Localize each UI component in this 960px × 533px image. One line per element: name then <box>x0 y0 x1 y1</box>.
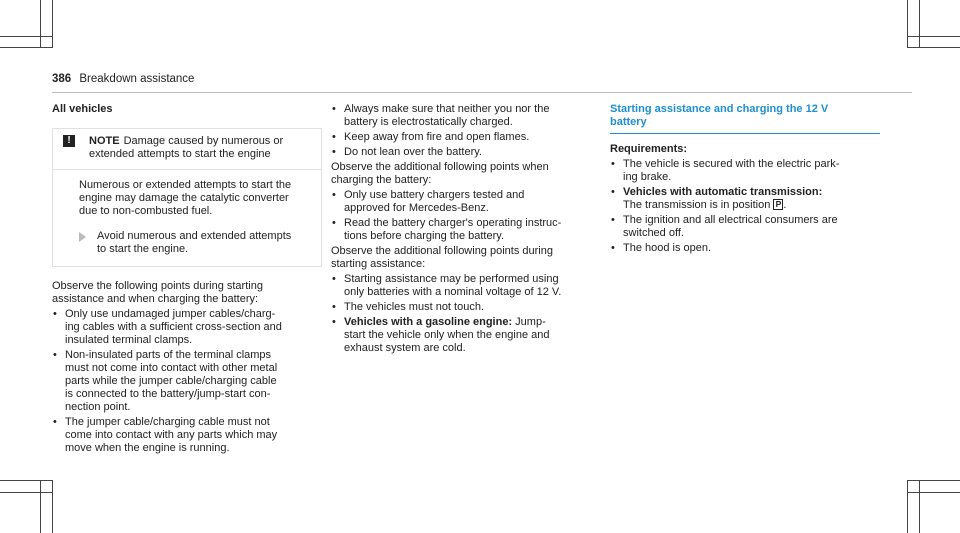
note-header-text <box>89 135 283 161</box>
crop-mark <box>908 492 960 493</box>
bold-label: Vehicles with automatic transmission: <box>623 186 823 198</box>
list-item <box>331 146 601 159</box>
crop-mark <box>40 480 41 533</box>
crop-mark <box>0 36 52 37</box>
list-item <box>52 349 322 414</box>
text-line: Observe the additional following points during <box>331 245 553 257</box>
text-line: The hood is open. <box>623 242 712 254</box>
text-line: Only use battery chargers tested and <box>344 189 525 201</box>
list-item <box>52 308 322 347</box>
note-head-line: extended attempts to start the engine <box>89 148 271 160</box>
crop-mark <box>52 0 53 48</box>
text-line: Non-insulated parts of the terminal clamps <box>65 349 272 361</box>
list-item <box>331 217 601 243</box>
text-line: assistance and when charging the battery: <box>52 293 259 305</box>
text-line: ing brake. <box>623 171 672 183</box>
list-item <box>52 416 322 455</box>
text-line: Only use undamaged jumper cables/charg- <box>65 308 276 320</box>
list-item <box>331 189 601 215</box>
crop-mark <box>52 480 53 533</box>
crop-mark <box>0 492 52 493</box>
crop-mark <box>40 0 41 48</box>
text-line: The jumper cable/charging cable must not <box>65 416 270 428</box>
text-line: insulated terminal clamps. <box>65 334 193 346</box>
crop-mark <box>919 0 920 48</box>
action-arrow-icon <box>79 232 86 242</box>
note-body-line: engine may damage the catalytic converter <box>79 192 289 204</box>
note-action <box>53 218 321 266</box>
text-line: charging the battery: <box>331 174 432 186</box>
text-line: move when the engine is running. <box>65 442 230 454</box>
crop-mark <box>908 36 960 37</box>
bullet-list <box>331 103 601 159</box>
text-line: The vehicle is secured with the electric park- <box>623 158 840 170</box>
paragraph <box>331 161 601 187</box>
note-body-line: Numerous or extended attempts to start the <box>79 179 292 191</box>
note-head-line: Damage caused by numerous or <box>123 135 284 147</box>
list-item <box>610 214 880 240</box>
text-line: start the vehicle only when the engine and <box>344 329 550 341</box>
text-line: Jump- <box>512 316 546 328</box>
text-line: Do not lean over the battery. <box>344 146 482 158</box>
bullet-list <box>331 273 601 355</box>
note-body <box>53 170 321 218</box>
page-title: Breakdown assistance <box>79 73 195 85</box>
crop-mark <box>919 480 920 533</box>
text-line: nection point. <box>65 401 131 413</box>
list-item <box>610 242 880 255</box>
text-line: ing cables with a sufficient cross-section and <box>65 321 282 333</box>
text-line: tions before charging the battery. <box>344 230 505 242</box>
note-action-text <box>97 230 291 256</box>
text-line: . <box>783 199 787 211</box>
heading-line: battery <box>610 116 647 128</box>
requirements-label: Requirements: <box>610 143 688 155</box>
text-line: The transmission is in position <box>623 199 771 211</box>
crop-mark <box>0 480 52 481</box>
text-line: Starting assistance may be performed using <box>344 273 559 285</box>
text-line: parts while the jumper cable/charging cable <box>65 375 277 387</box>
paragraph <box>331 245 601 271</box>
text-line: approved for Mercedes-Benz. <box>344 202 489 214</box>
note-action-line: to start the engine. <box>97 243 189 255</box>
page-header <box>52 73 194 85</box>
note-title: NOTE <box>89 135 120 147</box>
list-item <box>331 316 601 355</box>
crop-mark <box>0 47 52 48</box>
bold-label: Vehicles with a gasoline engine: <box>344 316 513 328</box>
list-item <box>331 103 601 129</box>
crop-mark <box>908 47 960 48</box>
list-item <box>331 301 601 314</box>
note-box <box>52 128 322 267</box>
list-item <box>610 158 880 184</box>
crop-mark <box>908 480 960 481</box>
text-line: Always make sure that neither you nor the <box>344 103 550 115</box>
text-line: exhaust system are cold. <box>344 342 466 354</box>
text-line: only batteries with a nominal voltage of 12 V. <box>344 286 562 298</box>
text-line: starting assistance: <box>331 258 426 270</box>
header-rule <box>52 92 912 93</box>
text-line: is connected to the battery/jump-start con- <box>65 388 271 400</box>
column-3 <box>610 103 880 257</box>
heading-line: Starting assistance and charging the 12 V <box>610 103 829 115</box>
text-line: switched off. <box>623 227 684 239</box>
note-header <box>53 129 321 170</box>
text-line: must not come into contact with other metal <box>65 362 278 374</box>
list-item <box>610 186 880 212</box>
text-line: Observe the following points during starting <box>52 280 263 292</box>
column-1 <box>52 103 322 457</box>
bullet-list <box>52 308 322 455</box>
text-line: Keep away from fire and open flames. <box>344 131 530 143</box>
text-line: Read the battery charger's operating instruc- <box>344 217 562 229</box>
park-position-icon: P <box>773 199 783 210</box>
crop-mark <box>907 480 908 533</box>
list-item <box>331 273 601 299</box>
page-number: 386 <box>52 73 72 85</box>
section-heading <box>610 103 880 134</box>
crop-mark <box>907 0 908 48</box>
column-2 <box>331 103 601 357</box>
requirements-list <box>610 158 880 255</box>
text-line: Observe the additional following points when <box>331 161 549 173</box>
exclamation-icon: ! <box>63 135 75 147</box>
section-heading: All vehicles <box>52 103 113 115</box>
intro-paragraph <box>52 280 322 306</box>
text-line: The ignition and all electrical consumers are <box>623 214 838 226</box>
note-action-line: Avoid numerous and extended attempts <box>97 230 292 242</box>
note-body-line: due to non-combusted fuel. <box>79 205 213 217</box>
list-item <box>331 131 601 144</box>
bullet-list <box>331 189 601 243</box>
text-line: come into contact with any parts which may <box>65 429 278 441</box>
text-line: The vehicles must not touch. <box>344 301 485 313</box>
text-line: battery is electrostatically charged. <box>344 116 513 128</box>
